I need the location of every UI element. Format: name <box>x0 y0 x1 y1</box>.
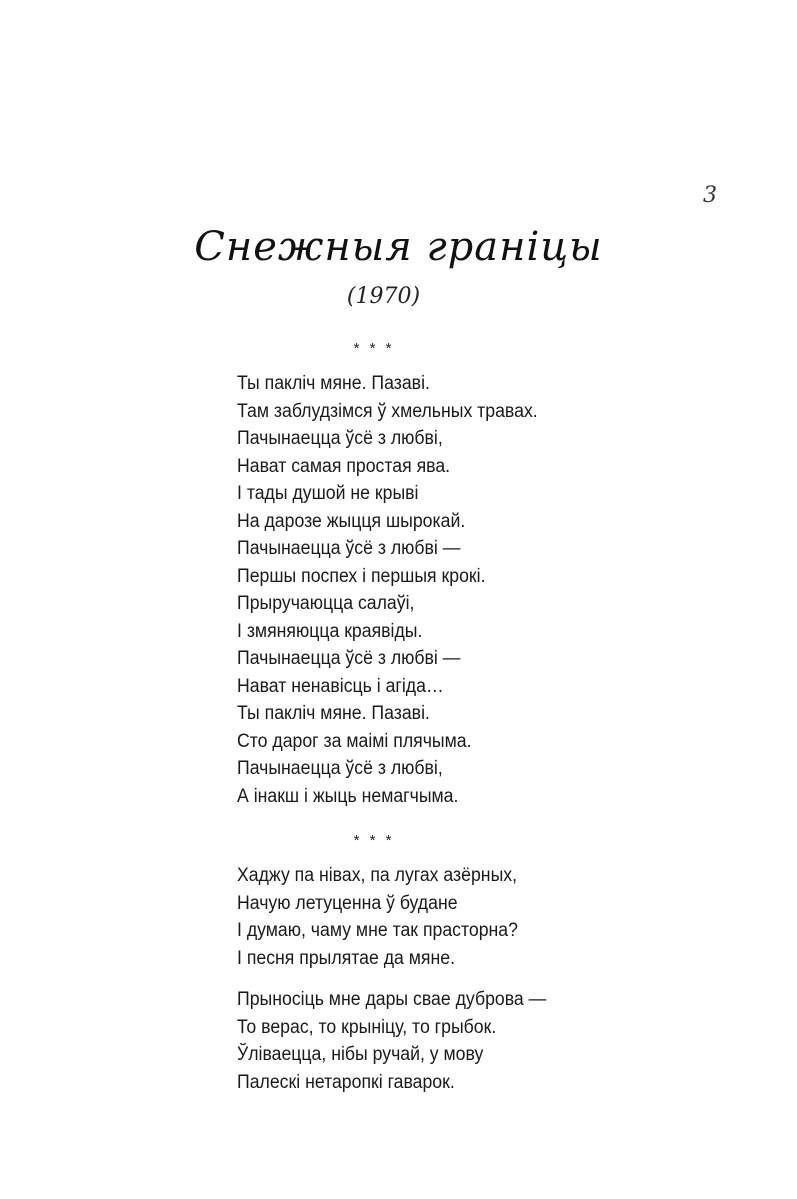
section-title <box>0 224 797 270</box>
verse-line: Прыносіць мне дары свае дуброва — <box>237 989 547 1010</box>
poem-2-stanza-2 <box>237 986 757 1096</box>
verse-line: Хаджу па нівах, па лугах азёрных, <box>237 865 518 886</box>
verse-line: Сто дарог за маімі плячыма. <box>237 730 472 752</box>
verse-line: Першы поспех і першыя крокі. <box>237 565 486 587</box>
verse-line: Там заблудзімся ў хмельных травах. <box>237 400 538 422</box>
verse-line: Ты пакліч мяне. Пазаві. <box>237 373 430 394</box>
verse-line: Ты пакліч мяне. Пазаві. <box>237 703 430 724</box>
verse-line: Нават ненавісць і агіда… <box>237 675 444 697</box>
verse-line: Пачынаецца ўсё з любві, <box>237 428 443 449</box>
verse-line: На дарозе жыцця шырокай. <box>237 510 466 532</box>
verse-line: І песня прылятае да мяне. <box>237 947 455 969</box>
verse-line: Ўліваецца, нібы ручай, у мову <box>237 1044 484 1065</box>
poem-2-stanza-1 <box>237 862 757 972</box>
section-title-text: Снежныя граніцы <box>194 224 603 270</box>
section-year: (1970) <box>346 284 421 309</box>
verse-line: Пачынаецца ўсё з любві — <box>237 648 461 669</box>
verse-line: Нават самая простая ява. <box>237 455 451 477</box>
poem-separator: * * * <box>353 832 395 849</box>
page-number: 3 <box>703 183 717 208</box>
poem-separator: * * * <box>353 340 395 357</box>
verse-line: Начую летуценна ў будане <box>237 892 458 914</box>
verse-line: А інакш і жыць немагчыма. <box>237 785 459 807</box>
verse-line: Палескі нетаропкі гаварок. <box>237 1071 455 1093</box>
verse-line: І змяняюцца краявіды. <box>237 620 423 642</box>
verse-line: Пачынаецца ўсё з любві, <box>237 758 443 779</box>
verse-line: І думаю, чаму мне так прасторна? <box>237 920 518 941</box>
poem-1-stanza-1 <box>237 370 757 810</box>
verse-line: І тады душой не крыві <box>237 483 419 504</box>
verse-line: Пачынаецца ўсё з любві — <box>237 538 461 559</box>
verse-line: То верас, то крыніцу, то грыбок. <box>237 1016 497 1038</box>
verse-line: Прыручаюцца салаўі, <box>237 593 415 614</box>
